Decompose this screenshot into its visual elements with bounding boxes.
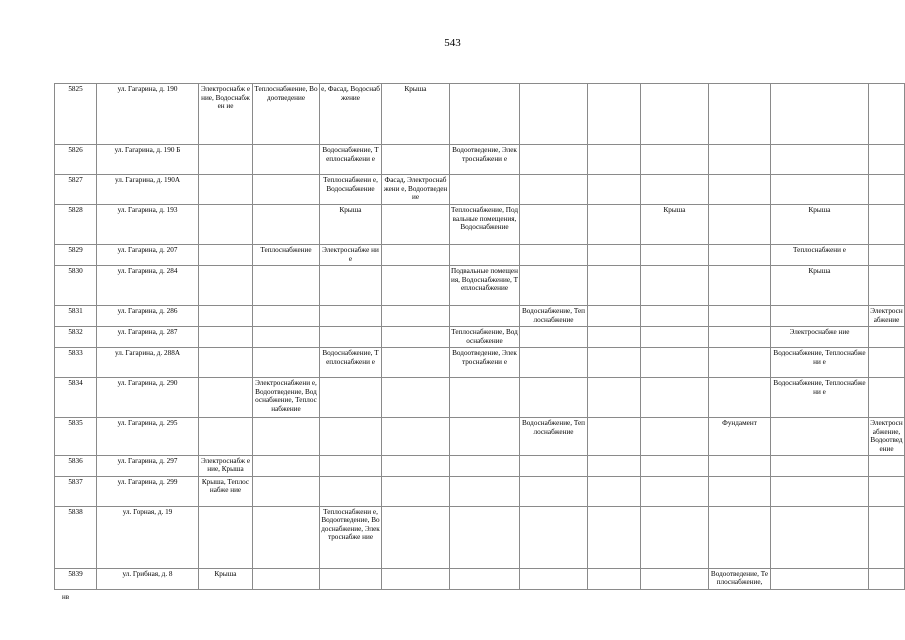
- work-cell: [382, 145, 450, 175]
- work-cell: Крыша: [382, 84, 450, 145]
- work-cell: [709, 506, 771, 568]
- work-cell: [450, 245, 520, 266]
- table-row: [55, 245, 905, 266]
- work-cell: [253, 476, 320, 506]
- work-cell: е, Фасад, Водоснабжение: [320, 84, 382, 145]
- work-cell: Водоснабжение, Теплоснабжение: [520, 306, 588, 327]
- table-row: [55, 348, 905, 378]
- work-cell: Крыша: [320, 205, 382, 245]
- work-cell: [320, 327, 382, 348]
- work-cell: [253, 175, 320, 205]
- work-cell: [588, 378, 641, 418]
- work-cell: [709, 266, 771, 306]
- work-cell: [382, 506, 450, 568]
- work-cell: [641, 84, 709, 145]
- work-cell: Крыша: [641, 205, 709, 245]
- work-cell: [869, 568, 905, 589]
- work-cell: [869, 245, 905, 266]
- row-number: 5834: [55, 378, 97, 418]
- work-cell: [382, 205, 450, 245]
- work-cell: [520, 348, 588, 378]
- address-cell: ул. Гагарина, д. 286: [97, 306, 199, 327]
- work-cell: Электроснабжени е, Водоотведение, Водоснабжение, Теплоснабжение: [253, 378, 320, 418]
- work-cell: Водоснабжение, Теплоснабжение: [520, 418, 588, 456]
- work-cell: [869, 205, 905, 245]
- work-cell: [253, 455, 320, 476]
- work-cell: Водоснабжение, Теплоснабжени е: [320, 145, 382, 175]
- work-cell: [709, 348, 771, 378]
- row-number: 5831: [55, 306, 97, 327]
- work-cell: [382, 348, 450, 378]
- work-cell: [641, 327, 709, 348]
- work-cell: [641, 306, 709, 327]
- row-number: 5837: [55, 476, 97, 506]
- work-cell: Водоотведение, Электроснабжени е: [450, 145, 520, 175]
- work-cell: [253, 205, 320, 245]
- address-cell: ул. Гагарина, д. 284: [97, 266, 199, 306]
- work-cell: [382, 476, 450, 506]
- address-cell: ул. Гагарина, д. 207: [97, 245, 199, 266]
- footer-note: нв: [62, 593, 70, 601]
- work-cell: [320, 455, 382, 476]
- work-cell: Водоотведение, Электроснабжени е: [450, 348, 520, 378]
- work-cell: Электроснабж ение, Водоснабжен ие: [199, 84, 253, 145]
- work-cell: [588, 205, 641, 245]
- table-row: [55, 306, 905, 327]
- work-cell: [709, 476, 771, 506]
- work-cell: [199, 175, 253, 205]
- work-cell: [869, 145, 905, 175]
- work-cell: [253, 568, 320, 589]
- work-cell: [199, 327, 253, 348]
- work-cell: [641, 348, 709, 378]
- address-cell: ул. Гагарина, д. 193: [97, 205, 199, 245]
- work-cell: [520, 568, 588, 589]
- work-cell: [199, 306, 253, 327]
- table-row: [55, 568, 905, 589]
- work-cell: [641, 378, 709, 418]
- work-cell: [641, 418, 709, 456]
- work-cell: [869, 506, 905, 568]
- work-cell: Крыша: [771, 205, 869, 245]
- work-cell: [253, 506, 320, 568]
- work-cell: [709, 306, 771, 327]
- work-cell: [253, 418, 320, 456]
- work-cell: Теплоснабжени е, Водоотведение, Водоснабжение, Электроснабже ние: [320, 506, 382, 568]
- work-cell: [253, 266, 320, 306]
- table-row: [55, 476, 905, 506]
- work-cell: [709, 145, 771, 175]
- work-cell: [382, 327, 450, 348]
- row-number: 5829: [55, 245, 97, 266]
- work-cell: [641, 245, 709, 266]
- address-cell: ул. Грибная, д. 8: [97, 568, 199, 589]
- work-cell: [320, 568, 382, 589]
- address-cell: ул. Гагарина, д. 295: [97, 418, 199, 456]
- work-cell: [382, 266, 450, 306]
- work-cell: [588, 455, 641, 476]
- work-cell: Теплоснабжение, Подвальные помещения, Водоснабжение: [450, 205, 520, 245]
- work-cell: [199, 348, 253, 378]
- work-cell: [709, 327, 771, 348]
- row-number: 5825: [55, 84, 97, 145]
- work-cell: Электроснабже ние: [320, 245, 382, 266]
- address-cell: ул. Гагарина, д. 290: [97, 378, 199, 418]
- table-row: [55, 418, 905, 456]
- work-cell: [588, 306, 641, 327]
- table-row: [55, 327, 905, 348]
- row-number: 5833: [55, 348, 97, 378]
- work-cell: Водоснабжение, Теплоснабжени е: [771, 378, 869, 418]
- row-number: 5828: [55, 205, 97, 245]
- address-cell: ул. Гагарина, д. 190 Б: [97, 145, 199, 175]
- work-cell: Водоснабжение, Теплоснабжени е: [771, 348, 869, 378]
- work-cell: [771, 476, 869, 506]
- work-cell: [520, 476, 588, 506]
- work-cell: [520, 506, 588, 568]
- work-cell: [253, 145, 320, 175]
- work-cell: [869, 175, 905, 205]
- table-row: [55, 266, 905, 306]
- work-cell: [320, 476, 382, 506]
- work-cell: [520, 145, 588, 175]
- work-cell: [199, 245, 253, 266]
- work-cell: Фундамент: [709, 418, 771, 456]
- row-number: 5830: [55, 266, 97, 306]
- address-cell: ул. Гагарина, д. 190: [97, 84, 199, 145]
- work-cell: [450, 476, 520, 506]
- work-cell: [450, 84, 520, 145]
- work-cell: [771, 145, 869, 175]
- work-cell: [771, 418, 869, 456]
- work-cell: [709, 205, 771, 245]
- work-cell: [869, 378, 905, 418]
- work-cell: [588, 348, 641, 378]
- table-row: [55, 455, 905, 476]
- work-cell: [450, 418, 520, 456]
- work-cell: Теплоснабжение, Водоснабжение: [450, 327, 520, 348]
- work-cell: Крыша: [771, 266, 869, 306]
- work-cell: [869, 455, 905, 476]
- address-cell: ул. Горная, д. 19: [97, 506, 199, 568]
- work-cell: [869, 348, 905, 378]
- work-cell: [382, 245, 450, 266]
- row-number: 5835: [55, 418, 97, 456]
- address-cell: ул. Гагарина, д. 297: [97, 455, 199, 476]
- work-cell: [588, 84, 641, 145]
- work-cell: [253, 348, 320, 378]
- work-cell: Электроснабжение: [869, 306, 905, 327]
- work-cell: [588, 506, 641, 568]
- work-cell: [520, 266, 588, 306]
- work-cell: [641, 568, 709, 589]
- work-cell: [450, 306, 520, 327]
- work-cell: [771, 568, 869, 589]
- work-cell: [588, 476, 641, 506]
- work-cell: Крыша, Теплоснабже ние: [199, 476, 253, 506]
- work-cell: [450, 455, 520, 476]
- work-cell: [520, 327, 588, 348]
- work-cell: [520, 175, 588, 205]
- work-cell: [382, 455, 450, 476]
- work-cell: [320, 306, 382, 327]
- work-cell: [641, 145, 709, 175]
- work-cell: [450, 378, 520, 418]
- work-cell: [588, 266, 641, 306]
- work-cell: [869, 476, 905, 506]
- work-cell: [771, 175, 869, 205]
- work-cell: [709, 378, 771, 418]
- work-cell: Теплоснабжение, Водоотведение: [253, 84, 320, 145]
- work-cell: [641, 455, 709, 476]
- work-cell: [709, 175, 771, 205]
- work-cell: [450, 175, 520, 205]
- work-cell: [771, 84, 869, 145]
- work-cell: [520, 455, 588, 476]
- work-cell: [771, 306, 869, 327]
- work-cell: Теплоснабжение: [253, 245, 320, 266]
- work-cell: [320, 378, 382, 418]
- work-cell: [641, 266, 709, 306]
- row-number: 5836: [55, 455, 97, 476]
- work-cell: Водоснабжение, Теплоснабжени е: [320, 348, 382, 378]
- work-cell: [520, 378, 588, 418]
- work-cell: [641, 476, 709, 506]
- address-cell: ул. Гагарина, д. 299: [97, 476, 199, 506]
- work-cell: Электроснабже ние: [771, 327, 869, 348]
- work-cell: [382, 306, 450, 327]
- address-cell: ул. Гагарина, д. 288А: [97, 348, 199, 378]
- work-cell: Теплоснабжени е, Водоснабжение: [320, 175, 382, 205]
- work-cell: [450, 568, 520, 589]
- work-cell: [869, 266, 905, 306]
- work-cell: [382, 418, 450, 456]
- table-row: [55, 378, 905, 418]
- work-cell: [588, 145, 641, 175]
- work-cell: Крыша: [199, 568, 253, 589]
- work-cell: [320, 266, 382, 306]
- work-cell: [588, 327, 641, 348]
- work-cell: [771, 506, 869, 568]
- table-row: [55, 84, 905, 145]
- work-cell: Подвальные помещения, Водоснабжение, Теплоснабжение: [450, 266, 520, 306]
- row-number: 5838: [55, 506, 97, 568]
- work-cell: [709, 455, 771, 476]
- work-cell: [588, 245, 641, 266]
- work-cell: [199, 418, 253, 456]
- work-cell: [199, 145, 253, 175]
- table-row: [55, 175, 905, 205]
- row-number: 5839: [55, 568, 97, 589]
- work-cell: Электроснабжение, Водоотведение: [869, 418, 905, 456]
- work-cell: Фасад, Электроснабжени е, Водоотведение: [382, 175, 450, 205]
- work-cell: [588, 418, 641, 456]
- work-cell: [520, 84, 588, 145]
- work-cell: [199, 378, 253, 418]
- row-number: 5826: [55, 145, 97, 175]
- work-cell: [520, 205, 588, 245]
- work-cell: [588, 568, 641, 589]
- page-number: 543: [444, 37, 461, 49]
- work-cell: Электроснабж ение, Крыша: [199, 455, 253, 476]
- work-cell: [641, 175, 709, 205]
- table-row: [55, 205, 905, 245]
- table-row: [55, 145, 905, 175]
- work-cell: [450, 506, 520, 568]
- work-cell: [869, 327, 905, 348]
- work-cell: [869, 84, 905, 145]
- work-cell: [199, 506, 253, 568]
- work-cell: [199, 205, 253, 245]
- work-cell: [382, 378, 450, 418]
- work-cell: [588, 175, 641, 205]
- row-number: 5827: [55, 175, 97, 205]
- repair-schedule-table: [54, 83, 905, 590]
- row-number: 5832: [55, 327, 97, 348]
- work-cell: [382, 568, 450, 589]
- address-cell: ул. Гагарина, д. 287: [97, 327, 199, 348]
- work-cell: [253, 306, 320, 327]
- work-cell: [520, 245, 588, 266]
- address-cell: ул. Гагарина, д. 190А: [97, 175, 199, 205]
- work-cell: [641, 506, 709, 568]
- work-cell: Теплоснабжени е: [771, 245, 869, 266]
- work-cell: [320, 418, 382, 456]
- table-row: [55, 506, 905, 568]
- work-cell: [709, 84, 771, 145]
- work-cell: [199, 266, 253, 306]
- work-cell: [253, 327, 320, 348]
- work-cell: [771, 455, 869, 476]
- work-cell: [709, 245, 771, 266]
- work-cell: Водоотведение, Теплоснабжение,: [709, 568, 771, 589]
